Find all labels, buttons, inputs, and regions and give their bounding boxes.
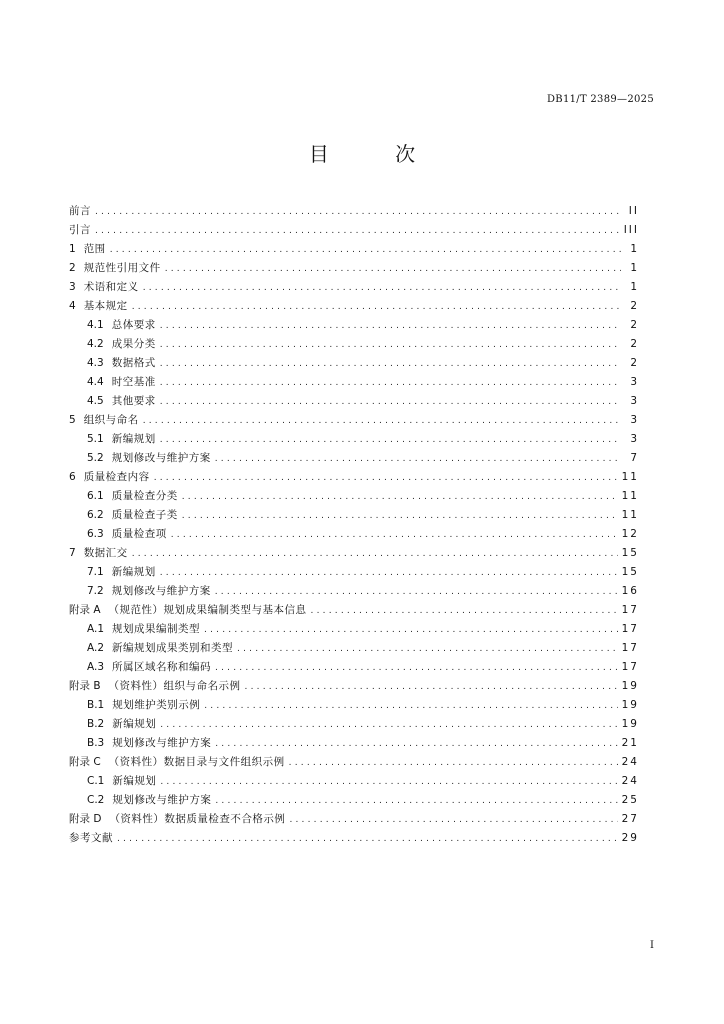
toc-leader-dots [215, 659, 618, 678]
toc-entry-page: 11 [621, 509, 639, 521]
toc-entry[interactable] [69, 563, 639, 582]
toc-entry-number: 6.1 [87, 490, 104, 502]
toc-entry-number: A.1 [87, 623, 105, 635]
toc-leader-dots [160, 431, 621, 450]
toc-entry-number: 6.2 [87, 509, 104, 521]
toc-entry-title: 其他要求 [111, 395, 156, 407]
toc-entry[interactable] [69, 715, 639, 734]
toc-entry[interactable] [69, 202, 639, 221]
toc-entry-page: 29 [621, 832, 639, 844]
toc-entry[interactable] [69, 335, 639, 354]
toc-entry[interactable] [69, 810, 639, 829]
toc-entry[interactable] [69, 734, 639, 753]
toc-entry-page: 11 [621, 471, 639, 483]
toc-entry-title: 新编规划 [111, 566, 156, 578]
toc-entry-number: 5.1 [87, 433, 104, 445]
toc-leader-dots [110, 241, 621, 260]
toc-entry-page: 1 [630, 262, 639, 274]
toc-entry-title: 引言 [69, 224, 91, 236]
toc-leader-dots [215, 735, 617, 754]
toc-entry-page: II [628, 205, 639, 217]
toc-leader-dots [95, 203, 621, 222]
toc-leader-dots [237, 640, 618, 659]
toc-entry-page: 16 [621, 585, 639, 597]
toc-entry[interactable] [69, 601, 639, 620]
toc-entry-page: 2 [630, 319, 639, 331]
toc-entry[interactable] [69, 696, 639, 715]
toc-entry[interactable] [69, 221, 639, 240]
toc-entry-number: 5.2 [87, 452, 104, 464]
toc-entry-title: 新编规划 [112, 718, 157, 730]
toc-entry-title: 规范性引用文件 [83, 262, 161, 274]
toc-entry[interactable] [69, 506, 639, 525]
toc-entry[interactable] [69, 449, 639, 468]
toc-leader-dots [160, 773, 617, 792]
toc-entry[interactable] [69, 297, 639, 316]
toc-leader-dots [160, 317, 621, 336]
toc-entry-page: 3 [630, 376, 639, 388]
toc-entry-title: 新编规划 [112, 775, 157, 787]
toc-entry[interactable] [69, 354, 639, 373]
toc-entry-number: 1 [69, 243, 76, 255]
toc-entry-page: 19 [621, 680, 639, 692]
toc-leader-dots [160, 393, 621, 412]
toc-entry-title: 数据格式 [111, 357, 156, 369]
toc-leader-dots [154, 469, 618, 488]
toc-entry-number: 7.1 [87, 566, 104, 578]
toc-entry[interactable] [69, 468, 639, 487]
toc-entry[interactable] [69, 677, 639, 696]
toc-leader-dots [132, 298, 621, 317]
toc-leader-dots [311, 602, 618, 621]
toc-leader-dots [215, 583, 618, 602]
toc-entry-number: 3 [69, 281, 76, 293]
toc-leader-dots [289, 811, 617, 830]
toc-entry-number: C.1 [87, 775, 105, 787]
toc-leader-dots [143, 412, 621, 431]
toc-entry-page: 21 [621, 737, 639, 749]
toc-entry-title: 参考文献 [69, 832, 113, 844]
toc-leader-dots [182, 488, 618, 507]
toc-entry[interactable] [69, 525, 639, 544]
toc-entry[interactable] [69, 240, 639, 259]
toc-entry-page: 3 [630, 395, 639, 407]
toc-entry-number: 7.2 [87, 585, 104, 597]
toc-leader-dots [160, 355, 621, 374]
toc-entry-page: 2 [630, 300, 639, 312]
toc-entry-page: 24 [621, 756, 639, 768]
toc-entry[interactable] [69, 829, 639, 848]
toc-entry[interactable] [69, 582, 639, 601]
toc-entry-title: （资料性）组织与命名示例 [108, 680, 241, 692]
toc-entry[interactable] [69, 772, 639, 791]
table-of-contents [69, 202, 639, 848]
toc-entry-title: 基本规定 [83, 300, 128, 312]
toc-entry-number: C.2 [87, 794, 105, 806]
toc-entry-page: 17 [621, 604, 639, 616]
toc-entry-number: 7 [69, 547, 76, 559]
toc-entry-title: （规范性）规划成果编制类型与基本信息 [108, 604, 307, 616]
toc-entry-title: 规划成果编制类型 [112, 623, 201, 635]
toc-leader-dots [160, 374, 621, 393]
toc-leader-dots [160, 716, 617, 735]
toc-entry[interactable] [69, 753, 639, 772]
toc-entry[interactable] [69, 259, 639, 278]
toc-entry-title: 规划修改与维护方案 [111, 585, 211, 597]
toc-entry-number: 4.4 [87, 376, 104, 388]
toc-entry-page: 2 [630, 338, 639, 350]
toc-entry-page: 1 [630, 281, 639, 293]
toc-entry-number: 4.5 [87, 395, 104, 407]
toc-entry[interactable] [69, 373, 639, 392]
toc-leader-dots [215, 450, 621, 469]
toc-leader-dots [204, 697, 617, 716]
toc-entry-title: 术语和定义 [83, 281, 139, 293]
toc-entry-title: 时空基准 [111, 376, 156, 388]
toc-entry-page: 12 [621, 528, 639, 540]
toc-entry[interactable] [69, 430, 639, 449]
toc-entry-number: 4.1 [87, 319, 104, 331]
toc-leader-dots [132, 545, 618, 564]
toc-entry-title: （资料性）数据目录与文件组织示例 [108, 756, 285, 768]
toc-entry-page: 25 [621, 794, 639, 806]
toc-entry-title: 质量检查子类 [111, 509, 178, 521]
toc-entry-title: 新编规划成果类别和类型 [112, 642, 234, 654]
toc-entry-title: 成果分类 [111, 338, 156, 350]
toc-entry-number: 5 [69, 414, 76, 426]
toc-entry-title: 总体要求 [111, 319, 156, 331]
toc-entry-page: 24 [621, 775, 639, 787]
toc-entry-title: 质量检查分类 [111, 490, 178, 502]
toc-entry-title: 前言 [69, 205, 91, 217]
toc-entry-number: A.2 [87, 642, 105, 654]
toc-entry-number: 附录 A [69, 604, 101, 616]
toc-leader-dots [165, 260, 621, 279]
toc-entry-number: 附录 D [69, 813, 102, 825]
toc-entry-page: 15 [621, 547, 639, 559]
toc-entry-number: 附录 B [69, 680, 101, 692]
toc-entry-number: A.3 [87, 661, 105, 673]
toc-entry-page: 17 [621, 661, 639, 673]
toc-leader-dots [160, 336, 621, 355]
toc-leader-dots [143, 279, 621, 298]
toc-entry-number: B.2 [87, 718, 105, 730]
toc-entry-title: 数据汇交 [83, 547, 128, 559]
toc-leader-dots [182, 507, 618, 526]
toc-entry-number: B.3 [87, 737, 105, 749]
toc-entry-page: 3 [630, 433, 639, 445]
toc-entry-page: 3 [630, 414, 639, 426]
toc-entry-title: 规划维护类别示例 [112, 699, 201, 711]
toc-entry-number: B.1 [87, 699, 105, 711]
toc-entry-page: 27 [621, 813, 639, 825]
toc-entry-page: 19 [621, 718, 639, 730]
toc-entry-number: 6 [69, 471, 76, 483]
toc-leader-dots [160, 564, 618, 583]
toc-entry-title: （资料性）数据质量检查不合格示例 [109, 813, 286, 825]
toc-entry[interactable] [69, 791, 639, 810]
toc-entry-title: 范围 [83, 243, 106, 255]
toc-entry-page: 15 [621, 566, 639, 578]
toc-entry-page: 1 [630, 243, 639, 255]
toc-leader-dots [171, 526, 618, 545]
toc-entry-number: 6.3 [87, 528, 104, 540]
toc-entry[interactable] [69, 316, 639, 335]
toc-entry-number: 附录 C [69, 756, 101, 768]
toc-leader-dots [215, 792, 617, 811]
toc-entry-title: 质量检查内容 [83, 471, 150, 483]
toc-entry[interactable] [69, 487, 639, 506]
toc-entry-page: III [623, 224, 639, 236]
page-number: I [650, 940, 654, 951]
toc-leader-dots [289, 754, 618, 773]
toc-entry-title: 规划修改与维护方案 [112, 794, 212, 806]
toc-entry-title: 所属区域名称和编码 [112, 661, 212, 673]
toc-entry[interactable] [69, 658, 639, 677]
toc-leader-dots [204, 621, 618, 640]
toc-entry-title: 组织与命名 [83, 414, 139, 426]
document-code: DB11/T 2389—2025 [546, 94, 654, 105]
toc-leader-dots [95, 222, 620, 241]
toc-entry-title: 规划修改与维护方案 [111, 452, 211, 464]
toc-entry-title: 质量检查项 [111, 528, 167, 540]
toc-leader-dots [117, 830, 618, 849]
toc-entry[interactable] [69, 639, 639, 658]
toc-entry[interactable] [69, 392, 639, 411]
toc-entry-page: 11 [621, 490, 639, 502]
toc-entry-number: 4 [69, 300, 76, 312]
toc-leader-dots [245, 678, 618, 697]
toc-entry-page: 17 [621, 642, 639, 654]
toc-entry-page: 19 [621, 699, 639, 711]
toc-entry[interactable] [69, 278, 639, 297]
toc-entry-page: 17 [621, 623, 639, 635]
toc-entry[interactable] [69, 620, 639, 639]
toc-entry-page: 2 [630, 357, 639, 369]
toc-entry-number: 2 [69, 262, 76, 274]
toc-entry-number: 4.2 [87, 338, 104, 350]
toc-entry[interactable] [69, 411, 639, 430]
toc-entry-page: 7 [630, 452, 639, 464]
toc-entry-title: 规划修改与维护方案 [112, 737, 212, 749]
toc-entry[interactable] [69, 544, 639, 563]
toc-entry-title: 新编规划 [111, 433, 156, 445]
toc-entry-number: 4.3 [87, 357, 104, 369]
page-title: 目 次 [308, 142, 446, 166]
